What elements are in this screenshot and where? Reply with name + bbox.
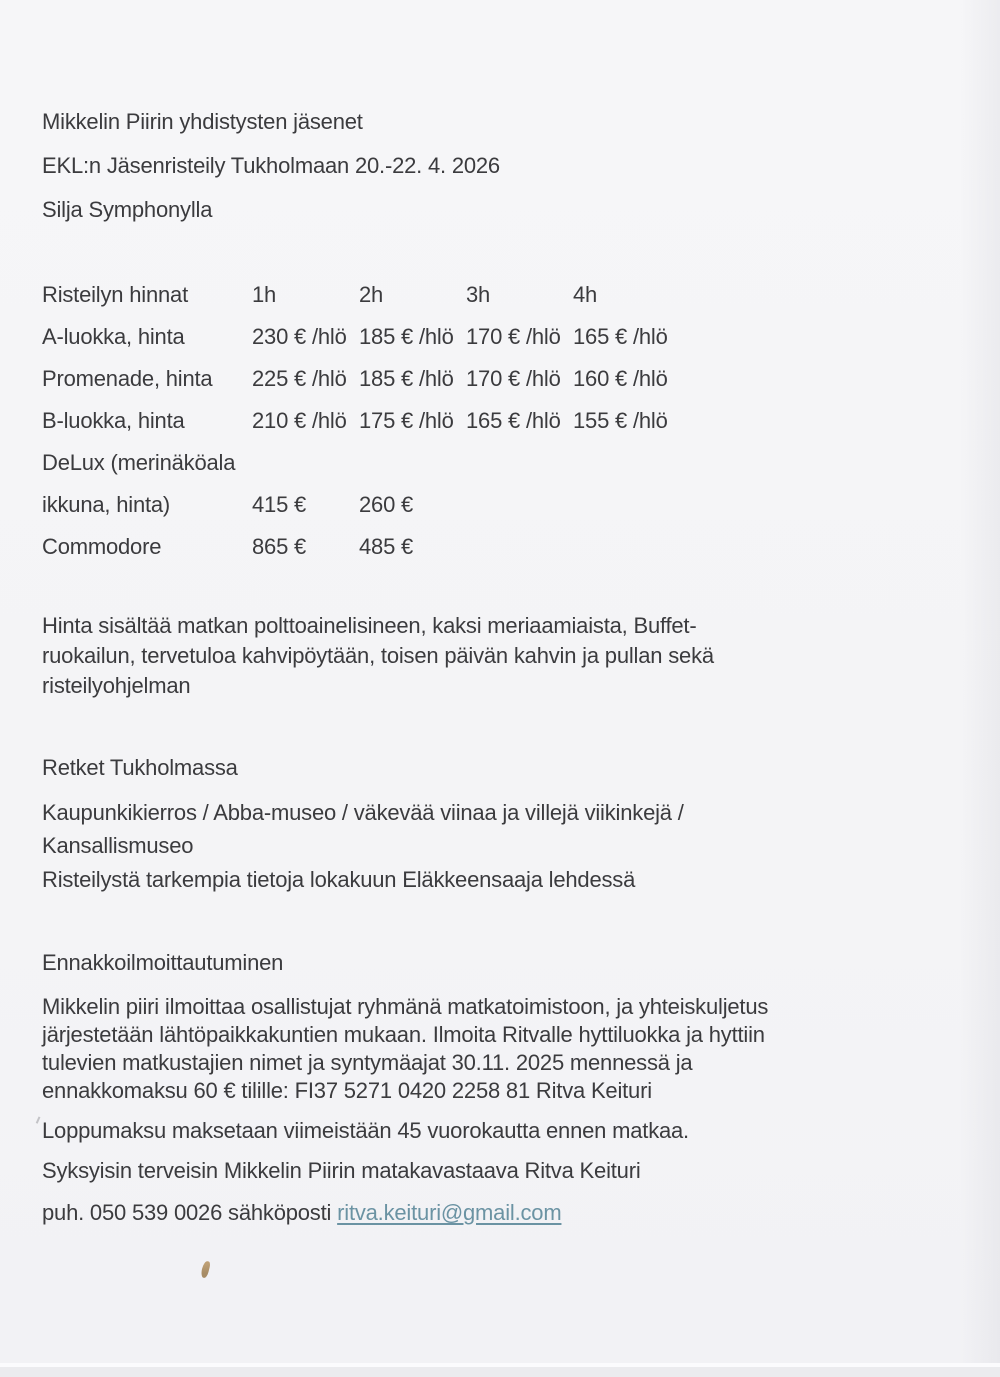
column-header-1h: 1h bbox=[252, 282, 277, 307]
price-table-title: Risteilyn hinnat bbox=[42, 282, 188, 307]
phone-and-email-label: puh. 050 539 0026 sähköposti bbox=[42, 1200, 338, 1225]
row-label: Commodore bbox=[42, 534, 162, 559]
excursions-paragraph bbox=[42, 796, 684, 862]
row-label: ikkuna, hinta) bbox=[42, 492, 171, 517]
document-header bbox=[42, 100, 500, 232]
text-line: Kaupunkikierros / Abba-museo / väkevää viinaa ja villejä viikinkejä / bbox=[42, 800, 684, 825]
price-value: 155 € /hlö bbox=[573, 408, 668, 433]
price-value: 415 € bbox=[252, 492, 307, 517]
price-table-row-b-class bbox=[42, 400, 668, 442]
registration-heading: Ennakkoilmoittautuminen bbox=[42, 950, 284, 975]
price-table-row-promenade bbox=[42, 358, 668, 400]
price-value: 160 € /hlö bbox=[573, 366, 668, 391]
greeting-line: Syksyisin terveisin Mikkelin Piirin matakavastaava Ritva Keituri bbox=[42, 1158, 641, 1183]
row-label: A-luokka, hinta bbox=[42, 324, 185, 349]
text-line: risteilyohjelman bbox=[42, 673, 191, 698]
row-label: DeLux (merinäköala bbox=[42, 450, 236, 475]
text-line: ennakkomaksu 60 € tilille: FI37 5271 0420 2258 81 Ritva Keituri bbox=[42, 1078, 652, 1103]
price-value: 185 € /hlö bbox=[359, 324, 454, 349]
paper-speck bbox=[200, 1260, 211, 1278]
price-value: 170 € /hlö bbox=[466, 324, 561, 349]
column-header-2h: 2h bbox=[359, 282, 384, 307]
price-value: 165 € /hlö bbox=[573, 324, 668, 349]
text-line: Kansallismuseo bbox=[42, 833, 194, 858]
registration-paragraph bbox=[42, 993, 768, 1105]
text-line: Hinta sisältää matkan polttoainelisineen, kaksi meriaamiaista, Buffet- bbox=[42, 613, 697, 638]
text-line: järjestetään lähtöpaikkakuntien mukaan. Ilmoita Ritvalle hyttiluokka ja hyttiin bbox=[42, 1022, 765, 1047]
recipient-line: Mikkelin Piirin yhdistysten jäsenet bbox=[42, 109, 363, 134]
price-table-row-a-class bbox=[42, 316, 668, 358]
text-line: tulevien matkustajien nimet ja syntymäajat 30.11. 2025 mennessä ja bbox=[42, 1050, 693, 1075]
row-label: B-luokka, hinta bbox=[42, 408, 185, 433]
price-value: 170 € /hlö bbox=[466, 366, 561, 391]
row-label: Promenade, hinta bbox=[42, 366, 213, 391]
price-value: 165 € /hlö bbox=[466, 408, 561, 433]
email-link[interactable]: ritva.keituri@gmail.com bbox=[337, 1200, 562, 1225]
price-value: 175 € /hlö bbox=[359, 408, 454, 433]
price-includes-paragraph bbox=[42, 611, 714, 701]
price-table-row-commodore bbox=[42, 526, 668, 568]
excursions-heading: Retket Tukholmassa bbox=[42, 755, 238, 780]
scan-bottom-edge bbox=[0, 1367, 1000, 1377]
column-header-3h: 3h bbox=[466, 282, 491, 307]
text-line: Mikkelin piiri ilmoittaa osallistujat ryhmänä matkatoimistoon, ja yhteiskuljetus bbox=[42, 994, 769, 1019]
price-table-row-delux-prices bbox=[42, 484, 668, 526]
price-value: 485 € bbox=[359, 534, 414, 559]
price-value: 185 € /hlö bbox=[359, 366, 454, 391]
text-line: ruokailun, tervetuloa kahvipöytään, toisen päivän kahvin ja pullan sekä bbox=[42, 643, 714, 668]
ship-name-line: Silja Symphonylla bbox=[42, 197, 213, 222]
column-header-4h: 4h bbox=[573, 282, 598, 307]
price-table bbox=[42, 274, 668, 568]
more-info-line: Risteilystä tarkempia tietoja lokakuun Eläkkeensaaja lehdessä bbox=[42, 867, 636, 892]
cruise-title-line: EKL:n Jäsenristeily Tukholmaan 20.-22. 4. 2026 bbox=[42, 153, 500, 178]
price-value: 865 € bbox=[252, 534, 307, 559]
price-value: 260 € bbox=[359, 492, 414, 517]
price-value: 225 € /hlö bbox=[252, 366, 347, 391]
price-value: 230 € /hlö bbox=[252, 324, 347, 349]
contact-line bbox=[42, 1198, 561, 1228]
price-value: 210 € /hlö bbox=[252, 408, 347, 433]
final-payment-line: Loppumaksu maksetaan viimeistään 45 vuorokautta ennen matkaa. bbox=[42, 1118, 689, 1143]
price-table-row-delux-label bbox=[42, 442, 668, 484]
price-table-header-row bbox=[42, 274, 668, 316]
